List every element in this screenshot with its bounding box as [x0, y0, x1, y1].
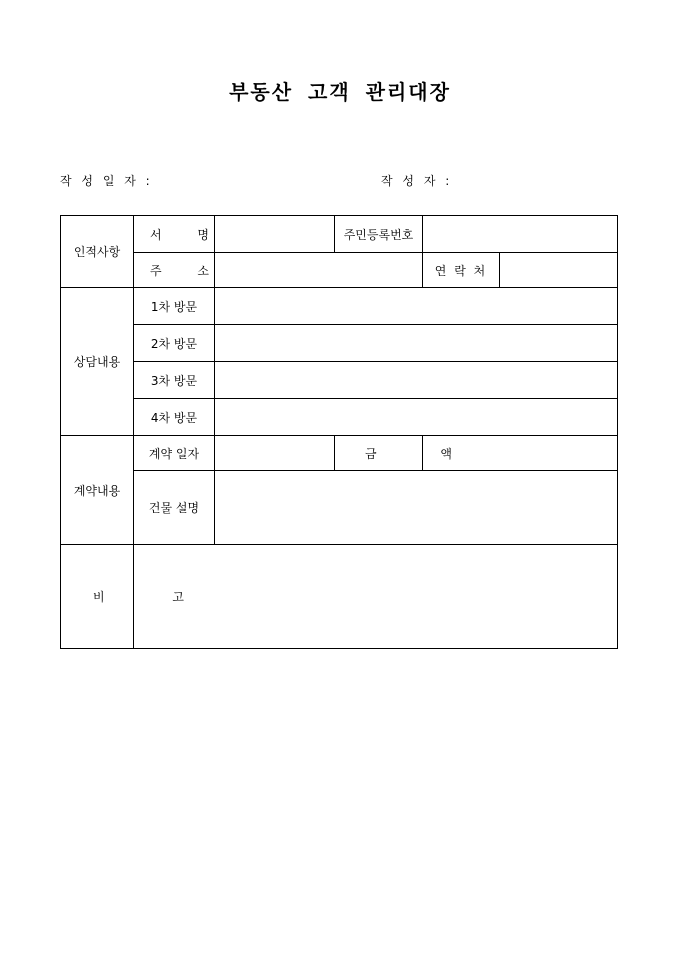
contact-field[interactable] [500, 253, 618, 288]
visit-4-label: 4차 방문 [134, 399, 215, 436]
rrn-field[interactable] [423, 216, 618, 253]
customer-form-table [60, 215, 618, 649]
address-label: 주 소 [134, 253, 215, 288]
name-label: 서 명 [134, 216, 215, 253]
name-field[interactable] [215, 216, 335, 253]
contact-label: 연 락 처 [423, 253, 500, 288]
building-label: 건물 설명 [134, 471, 215, 545]
rrn-label: 주민등록번호 [335, 216, 423, 253]
visit-2-label: 2차 방문 [134, 325, 215, 362]
visit-3-label: 3차 방문 [134, 362, 215, 399]
amount-label: 금 액 [335, 436, 423, 471]
remarks-label: 비 고 [61, 545, 134, 649]
address-field[interactable] [215, 253, 423, 288]
visit-4-field[interactable] [215, 399, 618, 436]
visit-3-field[interactable] [215, 362, 618, 399]
building-field[interactable] [215, 471, 618, 545]
personal-section-label: 인적사항 [61, 216, 134, 288]
document-title: 부동산 고객 관리대장 [229, 80, 451, 104]
contract-date-label: 계약 일자 [134, 436, 215, 471]
date-label: 작 성 일 자 : [60, 174, 153, 188]
visit-1-label: 1차 방문 [134, 288, 215, 325]
contract-date-field[interactable] [215, 436, 335, 471]
consult-section-label: 상담내용 [61, 288, 134, 436]
visit-2-field[interactable] [215, 325, 618, 362]
contract-section-label: 계약내용 [61, 436, 134, 545]
visit-1-field[interactable] [215, 288, 618, 325]
author-label: 작 성 자 : [381, 174, 453, 188]
